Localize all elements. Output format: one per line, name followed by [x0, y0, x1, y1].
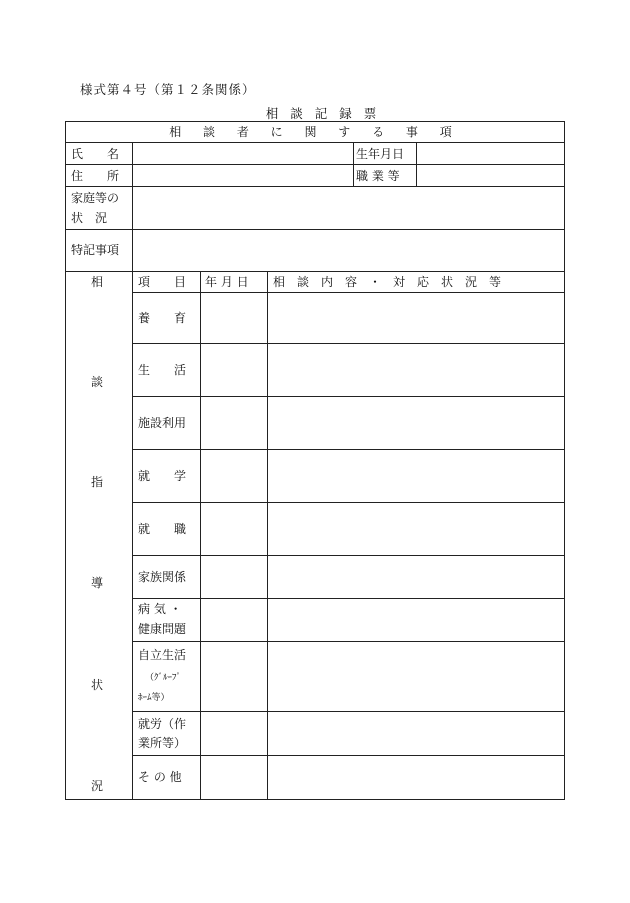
date-cell[interactable] [202, 757, 266, 799]
item-label: そ の 他 [138, 770, 182, 784]
date-cell[interactable] [202, 557, 266, 597]
item-label: 病 気 ・ [138, 602, 182, 616]
address-field[interactable] [135, 165, 352, 186]
side-label-char: 指 [91, 475, 104, 489]
item-label: 生 活 [138, 363, 187, 377]
family-label-line2: 状 況 [71, 211, 108, 225]
content-cell[interactable] [269, 713, 563, 754]
form-number: 様式第４号（第１２条関係） [80, 82, 256, 97]
item-label: 施設利用 [138, 416, 187, 430]
date-cell[interactable] [202, 451, 266, 501]
address-label: 住 所 [71, 169, 120, 183]
occupation-field[interactable] [418, 165, 563, 186]
side-label-char: 導 [91, 576, 104, 590]
date-cell[interactable] [202, 600, 266, 640]
item-label: 健康問題 [138, 622, 187, 636]
date-cell[interactable] [202, 643, 266, 710]
notes-label: 特記事項 [71, 243, 120, 257]
date-cell[interactable] [202, 294, 266, 342]
date-cell[interactable] [202, 398, 266, 448]
family-situation-field[interactable] [135, 187, 563, 229]
content-cell[interactable] [269, 294, 563, 342]
side-label-char: 状 [91, 678, 104, 692]
side-label-char: 相 [91, 275, 104, 289]
content-cell[interactable] [269, 345, 563, 395]
item-label: 家族関係 [138, 570, 187, 584]
occupation-label: 職 業 等 [356, 169, 400, 183]
content-cell[interactable] [269, 757, 563, 799]
name-field[interactable] [135, 143, 352, 164]
item-label: 就労（作 [138, 717, 187, 731]
side-label-char: 談 [91, 375, 104, 389]
date-cell[interactable] [202, 504, 266, 554]
name-label: 氏 名 [71, 147, 120, 161]
birthdate-label: 生年月日 [356, 147, 405, 161]
notes-field[interactable] [135, 230, 563, 271]
item-label: 養 育 [138, 311, 187, 325]
content-cell[interactable] [269, 600, 563, 640]
column-header-date: 年 月 日 [205, 275, 249, 289]
content-cell[interactable] [269, 504, 563, 554]
date-cell[interactable] [202, 345, 266, 395]
item-label: 業所等） [138, 736, 187, 750]
side-label-char: 況 [91, 779, 104, 793]
column-header-item: 項 目 [138, 275, 187, 289]
item-label: 就 学 [138, 469, 187, 483]
item-label: 就 職 [138, 522, 187, 536]
document-title: 相談記録票 [265, 106, 389, 121]
birthdate-field[interactable] [418, 143, 563, 164]
content-cell[interactable] [269, 557, 563, 597]
content-cell[interactable] [269, 451, 563, 501]
content-cell[interactable] [269, 398, 563, 448]
content-cell[interactable] [269, 643, 563, 710]
item-label: ﾎｰﾑ等） [138, 693, 170, 703]
family-label-line1: 家庭等の [71, 191, 120, 205]
date-cell[interactable] [202, 713, 266, 754]
consultation-record-form [65, 121, 565, 800]
column-header-content: 相 談 内 容 ・ 対 応 状 況 等 [273, 275, 502, 289]
item-label: 自立生活 [138, 648, 187, 662]
profile-section-heading: 相 談 者 に 関 す る 事 項 [169, 125, 461, 139]
item-label: （ｸﾞﾙｰﾌﾟ [145, 673, 182, 683]
